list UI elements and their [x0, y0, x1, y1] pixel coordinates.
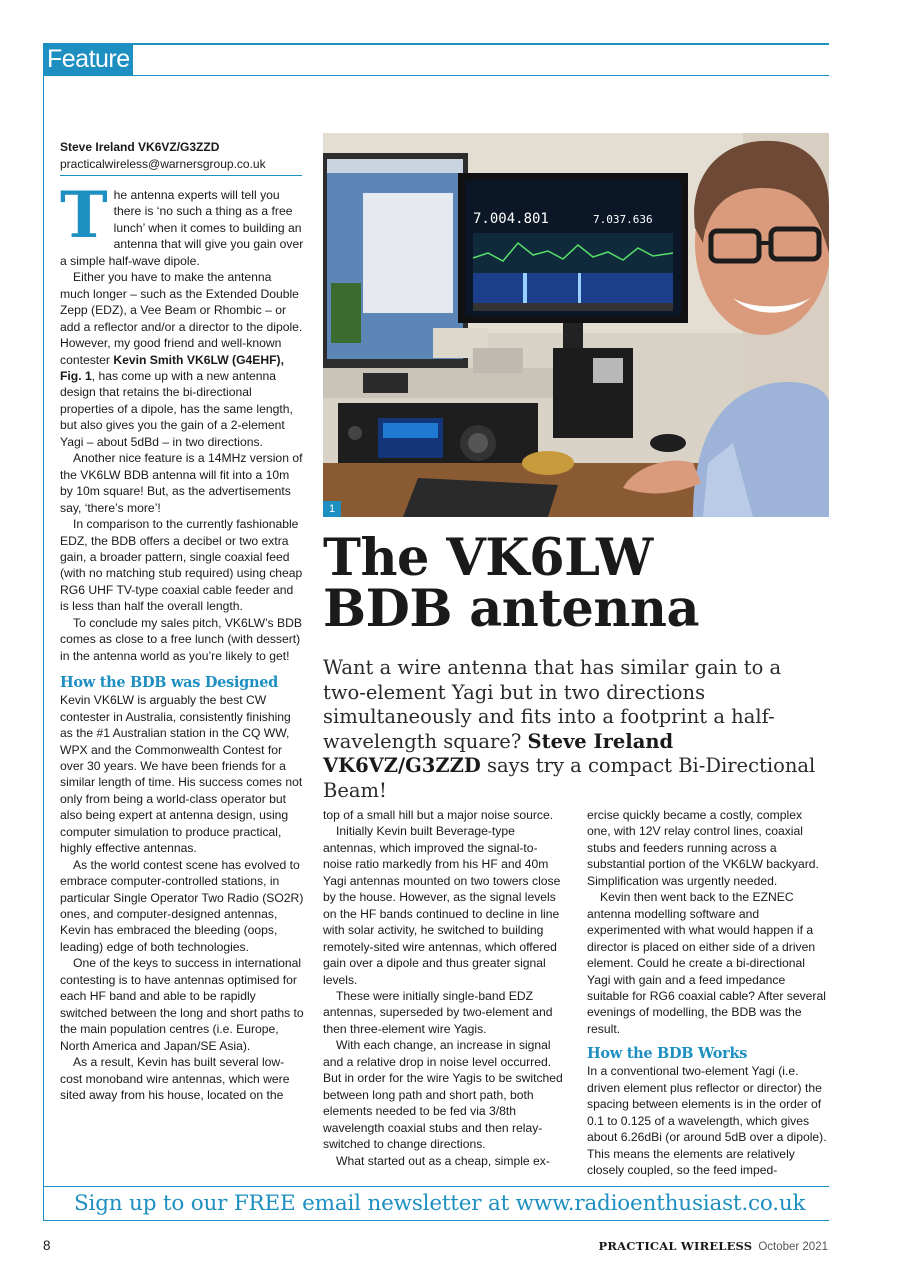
paragraph: One of the keys to success in international contesting is to have antennas optimised for each HF band and able to be rapidly switched between the long and short paths to the main population centres (i.e. Europe, North America and Japan/SE Asia). [60, 956, 304, 1053]
standfirst: Want a wire antenna that has similar gain to a two-element Yagi but in two directions simultaneously and fits into a footprint a half-wavelength square? Steve Ireland VK6VZ/G3ZZD says try a compact Bi-Directional Beam! [323, 656, 816, 802]
headline [323, 528, 829, 639]
drop-cap: T [60, 178, 108, 253]
newsletter-link[interactable]: Sign up to our FREE email newsletter at www.radioenthusiast.co.uk [74, 1191, 806, 1216]
paragraph: Another nice feature is a 14MHz version of the VK6LW BDB antenna will fit into a 10m by 10m square! But, as the advertisements say, ‘there’s more’! [60, 451, 303, 515]
standfirst-author: Steve Ireland VK6VZ/G3ZZD [323, 729, 674, 777]
header-rule-secondary [133, 75, 829, 76]
headline-line-1: The VK6LW [323, 528, 653, 588]
byline [60, 139, 305, 173]
paragraph: ercise quickly became a costly, complex one, with 12V relay control lines, coaxial stubs and feeders running across a substantial portion of the VK6LW backyard. Simplification was urgently needed. [587, 808, 819, 888]
subheading-designed: How the BDB was Designed [60, 674, 278, 692]
photo-radio-shack [323, 133, 829, 517]
magazine-title: PRACTICAL WIRELESS [598, 1239, 753, 1253]
paragraph: These were initially single-band EDZ antennas, superseded by two-element and then three-element wire Yagis. [323, 988, 553, 1036]
paragraph: What started out as a cheap, simple ex- [336, 1153, 550, 1168]
left-margin-rule [43, 43, 44, 1221]
paragraph: With each change, an increase in signal and a relative drop in noise level occurred. But in order for the wire Yagis to be switched between long path and short path, both elements needed to be fed via 3/8th wavelength coaxial stubs and then relay-switched to change directions. [323, 1038, 563, 1152]
byline-email[interactable]: practicalwireless@warnersgroup.co.uk [60, 157, 266, 171]
paragraph: Kevin then went back to the EZNEC antenna modelling software and experimented with what would happen if a director is placed on either side of a driven element. Could he create a bi-directional Yagi with gain and a feed impedance suitable for RG6 coaxial cable? After several evenings of modelling, the BDB was the result. [587, 890, 826, 1036]
body-column-2 [323, 807, 565, 1169]
magazine-footer [599, 1239, 829, 1253]
svg-text:7.004.801: 7.004.801 [473, 211, 549, 227]
headline-line-2: BDB antenna [323, 579, 700, 639]
figure-number-badge: 1 [323, 501, 341, 517]
paragraph: As a result, Kevin has built several low-cost monoband wire antennas, which were sited away from his house, located on the [60, 1055, 290, 1103]
paragraph: Kevin VK6LW is arguably the best CW contester in Australia, consistently finishing as the #1 Australian station in the CQ WW, WPX and the Commonwealth Contest for over 30 years. We have been friends for a similar length of time. His success comes not only from being a world-class operator but also being expert at antenna design, using computer simulation to produce practical, highly effective antennas. [60, 693, 303, 856]
paragraph: To conclude my sales pitch, VK6LW’s BDB comes as close to a free lunch (with dessert) in the antenna world as you’re likely to get! [60, 615, 302, 663]
paragraph: As the world contest scene has evolved to embrace computer-controlled stations, in particular Single Operator Two Radio (SO2R) ones, and computer-designed antennas, Kevin has embraced the bleeding (oops, leading) edge of both technologies. [60, 857, 304, 954]
byline-rule [60, 175, 302, 176]
section-tab: Feature [43, 43, 133, 76]
paragraph: Initially Kevin built Beverage-type antennas, which improved the signal-to-noise ratio markedly from his HF and 40m Yagi antennas mounted on two towers close by the house. However, as the signal levels on the HF bands continued to decline in line with solar activity, he switched to building remotely-sited wire antennas, which offered gain over a dipole and thus greater signal levels. [323, 824, 561, 987]
intro-paragraph: The antenna experts will tell you there is ‘no such a thing as a free lunch’ when it comes to building an antenna that will give you gain over a simple half-wave dipole. [60, 178, 304, 268]
body-column-1 [60, 178, 304, 1103]
subheading-works: How the BDB Works [587, 1045, 748, 1063]
page-number: 8 [43, 1238, 51, 1253]
paragraph: In comparison to the currently fashionable EDZ, the BDB offers a decibel or two extra gain, a broader pattern, single coaxial feed (with no matching stub required) using cheap RG6 UHF TV-type coaxial cable feeder and is less than half the overall length. [60, 517, 303, 614]
paragraph: top of a small hill but a major noise source. [323, 808, 554, 822]
byline-author: Steve Ireland VK6VZ/G3ZZD [60, 140, 220, 154]
issue-date: October 2021 [758, 1241, 828, 1253]
body-column-3 [587, 807, 829, 1179]
header-rule [43, 43, 829, 45]
svg-text:7.037.636: 7.037.636 [593, 213, 653, 226]
paragraph: In a conventional two-element Yagi (i.e. driven element plus reflector or director) the spacing between elements is in the order of 0.1 to 0.125 of a wavelength, which gives about 6.26dBi (or around 5dB over a dipole). This means the elements are relatively closely coupled, so the feed imped- [587, 1064, 827, 1178]
paragraph: Either you have to make the antenna much longer – such as the Extended Double Zepp (EDZ), a Vee Beam or Rhombic – or add a reflector and/or a director to the dipole. However, my good friend and well-known contester Kevin Smith VK6LW (G4EHF), Fig. 1, has come up with a new antenna design that retains the bi-directional properties of a dipole, has the same length, but also gives you the gain of a 2-element Yagi – about 5dBd – in two directions. [60, 270, 303, 449]
